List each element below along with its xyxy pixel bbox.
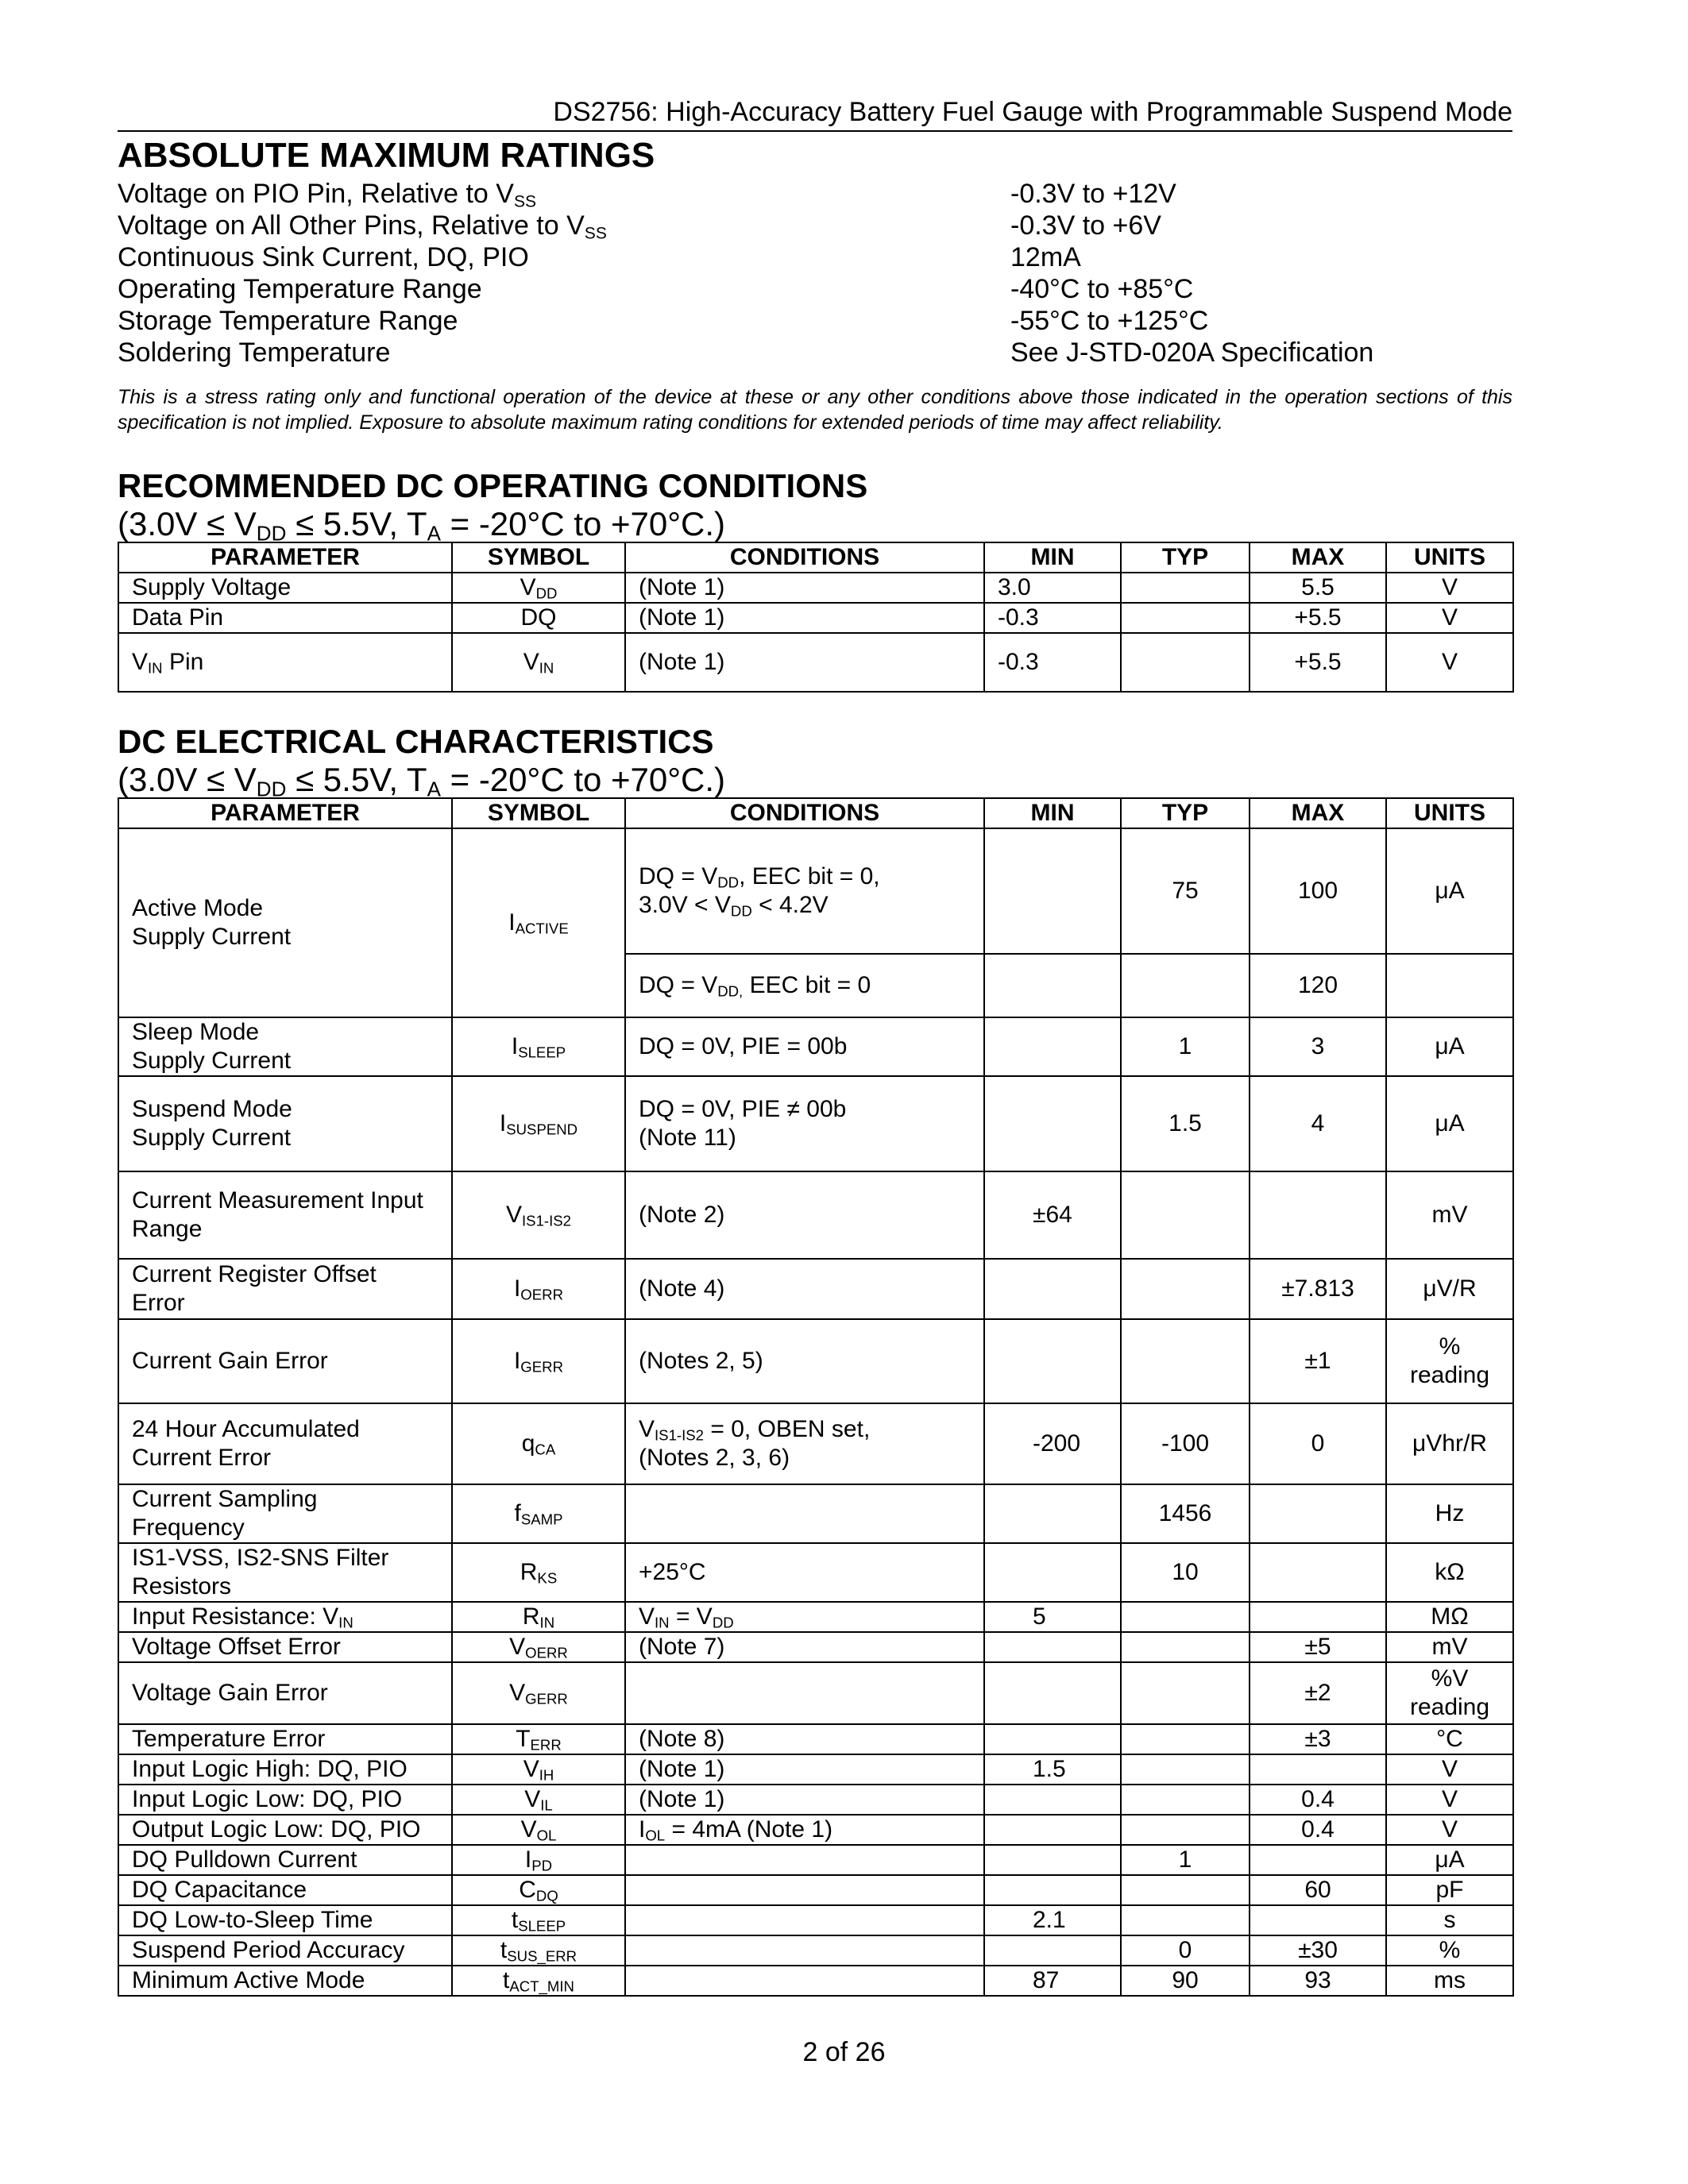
typ-cell: [1121, 1875, 1250, 1905]
conditions-cell: (Note 4): [625, 1259, 984, 1319]
max-cell: 3: [1250, 1017, 1386, 1076]
subscript: SS: [584, 224, 607, 243]
subscript: SS: [513, 192, 537, 211]
min-cell: ±64: [984, 1171, 1121, 1259]
symbol-cell: $V_{IS1-IS2}$: [452, 1171, 625, 1259]
conditions-cell: (Note 1): [625, 1754, 984, 1785]
min-cell: [984, 1845, 1121, 1875]
symbol-cell: $V_{OL}$: [452, 1815, 625, 1845]
conditions-cell: [625, 1905, 984, 1935]
symbol-cell: $T_{ERR}$: [452, 1724, 625, 1754]
units-cell: mV: [1386, 1632, 1513, 1662]
min-cell: 3.0: [984, 573, 1121, 603]
rating-parameter: Soldering Temperature: [118, 338, 391, 368]
typ-cell: [1121, 1662, 1250, 1724]
min-cell: 1.5: [984, 1754, 1121, 1785]
table-row: [118, 1076, 1513, 1171]
typ-cell: 1456: [1121, 1484, 1250, 1543]
subscript: DD: [256, 521, 287, 546]
units-cell: V: [1386, 1815, 1513, 1845]
max-cell: ±5: [1250, 1632, 1386, 1662]
units-cell: % reading: [1386, 1319, 1513, 1403]
page-header: DS2756: High-Accuracy Battery Fuel Gauge with Programmable Suspend Mode: [118, 95, 1512, 132]
units-cell: μA: [1386, 1076, 1513, 1171]
min-cell: [984, 1632, 1121, 1662]
table-row: [118, 1171, 1513, 1259]
conditions-cell: DQ = 0V, PIE ≠ 00b (Note 11): [625, 1076, 984, 1171]
header-row: [118, 798, 1513, 828]
table-row: [118, 1543, 1513, 1602]
subscript: ACT_MIN: [509, 1978, 574, 1995]
col-header-symbol: SYMBOL: [452, 542, 625, 573]
symbol-cell: $I_{PD}$: [452, 1845, 625, 1875]
units-cell: mV: [1386, 1171, 1513, 1259]
rec-conditions: ($3.0V \le V_{DD} \le 5.5V$, $T_A = -20^\circ C$ to +70°C.): [118, 505, 726, 546]
col-header-parameter: PARAMETER: [118, 798, 452, 828]
max-cell: 93: [1250, 1966, 1386, 1996]
symbol-cell: DQ: [452, 603, 625, 633]
units-cell: ms: [1386, 1966, 1513, 1996]
max-cell: [1250, 1754, 1386, 1785]
subscript: DQ: [535, 1887, 558, 1904]
subscript: GERR: [525, 1690, 568, 1707]
rating-parameter: Voltage on All Other Pins, Relative to $V_{SS}$: [118, 210, 607, 243]
parameter-cell: Active Mode Supply Current: [118, 828, 452, 1017]
max-cell: [1250, 1484, 1386, 1543]
parameter-cell: Suspend Period Accuracy: [118, 1935, 452, 1966]
subscript: IN: [539, 1614, 555, 1631]
rating-value: 12mA: [1010, 242, 1081, 272]
parameter-cell: Sleep Mode Supply Current: [118, 1017, 452, 1076]
conditions-cell: $V_{IN} = V_{DD}$: [625, 1602, 984, 1632]
units-cell: pF: [1386, 1875, 1513, 1905]
subscript: GERR: [520, 1358, 564, 1376]
typ-cell: 0: [1121, 1935, 1250, 1966]
units-cell: V: [1386, 633, 1513, 692]
subscript: OERR: [520, 1286, 564, 1303]
table-row: [118, 573, 1513, 603]
typ-cell: [1121, 1319, 1250, 1403]
conditions-cell: (Note 1): [625, 633, 984, 692]
parameter-cell: Temperature Error: [118, 1724, 452, 1754]
parameter-cell: DQ Capacitance: [118, 1875, 452, 1905]
min-cell: [984, 828, 1121, 954]
conditions-cell: $V_{IS1-IS2} = 0$, OBEN set, (Notes 2, 3, 6): [625, 1403, 984, 1484]
subscript: IN: [338, 1614, 353, 1631]
typ-cell: 1.5: [1121, 1076, 1250, 1171]
subscript: DD: [256, 777, 287, 801]
conditions-cell: [625, 1845, 984, 1875]
table-row: [118, 1966, 1513, 1996]
table-row: [118, 633, 1513, 692]
table-row: [118, 603, 1513, 633]
symbol-cell: $t_{ACT\_MIN}$: [452, 1966, 625, 1996]
rating-value: -0.3V to +6V: [1010, 210, 1161, 241]
max-cell: ±1: [1250, 1319, 1386, 1403]
conditions-cell: (Note 2): [625, 1171, 984, 1259]
parameter-cell: Data Pin: [118, 603, 452, 633]
typ-cell: 75: [1121, 828, 1250, 954]
min-cell: [984, 954, 1121, 1017]
typ-cell: [1121, 1754, 1250, 1785]
parameter-cell: 24 Hour Accumulated Current Error: [118, 1403, 452, 1484]
units-cell: [1386, 954, 1513, 1017]
conditions-cell: (Notes 2, 5): [625, 1319, 984, 1403]
parameter-cell: Input Resistance: $V_{IN}$: [118, 1602, 452, 1632]
min-cell: [984, 1076, 1121, 1171]
max-cell: 100: [1250, 828, 1386, 954]
units-cell: MΩ: [1386, 1602, 1513, 1632]
parameter-cell: Current Gain Error: [118, 1319, 452, 1403]
max-cell: ±2: [1250, 1662, 1386, 1724]
parameter-cell: Current Measurement Input Range: [118, 1171, 452, 1259]
subscript: OL: [645, 1827, 666, 1844]
typ-cell: [1121, 1724, 1250, 1754]
units-cell: s: [1386, 1905, 1513, 1935]
col-header-min: MIN: [984, 798, 1121, 828]
units-cell: μA: [1386, 1845, 1513, 1875]
max-cell: 0.4: [1250, 1785, 1386, 1815]
conditions-cell: [625, 1875, 984, 1905]
units-cell: μV/R: [1386, 1259, 1513, 1319]
units-cell: %: [1386, 1935, 1513, 1966]
min-cell: [984, 1017, 1121, 1076]
col-header-parameter: PARAMETER: [118, 542, 452, 573]
units-cell: kΩ: [1386, 1543, 1513, 1602]
subscript: SUS_ERR: [507, 1947, 577, 1965]
subscript: OERR: [525, 1644, 568, 1661]
dc-title: DC ELECTRICAL CHARACTERISTICS: [118, 723, 714, 760]
typ-cell: 1: [1121, 1845, 1250, 1875]
col-header-max: MAX: [1250, 798, 1386, 828]
min-cell: [984, 1662, 1121, 1724]
typ-cell: -100: [1121, 1403, 1250, 1484]
max-cell: 60: [1250, 1875, 1386, 1905]
conditions-cell: [625, 1966, 984, 1996]
symbol-cell: $I_{SUSPEND}$: [452, 1076, 625, 1171]
parameter-cell: IS1-VSS, IS2-SNS Filter Resistors: [118, 1543, 452, 1602]
rating-row: [118, 337, 1512, 369]
min-cell: 87: [984, 1966, 1121, 1996]
dc-table: [118, 797, 1514, 1997]
table-row: [118, 1017, 1513, 1076]
rating-parameter: Operating Temperature Range: [118, 274, 482, 304]
subscript: CA: [535, 1441, 556, 1458]
symbol-cell: $f_{SAMP}$: [452, 1484, 625, 1543]
subscript: IN: [148, 659, 163, 677]
max-cell: [1250, 1602, 1386, 1632]
conditions-cell: [625, 1935, 984, 1966]
min-cell: -0.3: [984, 633, 1121, 692]
symbol-cell: $V_{DD}$: [452, 573, 625, 603]
conditions-cell: [625, 1484, 984, 1543]
max-cell: ±3: [1250, 1724, 1386, 1754]
subscript: IS1-IS2: [655, 1426, 705, 1444]
symbol-cell: $V_{OERR}$: [452, 1632, 625, 1662]
parameter-cell: DQ Low-to-Sleep Time: [118, 1905, 452, 1935]
table-row: [118, 1484, 1513, 1543]
subscript: SAMP: [520, 1511, 563, 1528]
min-cell: [984, 1484, 1121, 1543]
subscript: IN: [655, 1614, 670, 1631]
rating-parameter: Voltage on PIO Pin, Relative to $V_{SS}$: [118, 179, 537, 211]
units-cell: μA: [1386, 1017, 1513, 1076]
conditions-cell: $I_{OL} = 4mA$ (Note 1): [625, 1815, 984, 1845]
col-header-max: MAX: [1250, 542, 1386, 573]
conditions-cell: (Note 1): [625, 603, 984, 633]
rating-row: [118, 178, 1512, 210]
table-row: [118, 1785, 1513, 1815]
min-cell: [984, 1875, 1121, 1905]
parameter-cell: DQ Pulldown Current: [118, 1845, 452, 1875]
max-cell: 0.4: [1250, 1815, 1386, 1845]
subscript: SLEEP: [518, 1044, 566, 1061]
rec-table: [118, 542, 1514, 693]
units-cell: V: [1386, 573, 1513, 603]
typ-cell: [1121, 954, 1250, 1017]
subscript: ERR: [530, 1736, 562, 1754]
min-cell: [984, 1259, 1121, 1319]
min-cell: 5: [984, 1602, 1121, 1632]
max-cell: [1250, 1905, 1386, 1935]
col-header-typ: TYP: [1121, 542, 1250, 573]
table-row: [118, 1754, 1513, 1785]
units-cell: V: [1386, 1754, 1513, 1785]
header-row: [118, 542, 1513, 573]
typ-cell: [1121, 1602, 1250, 1632]
conditions-cell: (Note 7): [625, 1632, 984, 1662]
rating-row: [118, 305, 1512, 337]
symbol-cell: $V_{IN}$: [452, 633, 625, 692]
table-row: [118, 1845, 1513, 1875]
max-cell: +5.5: [1250, 603, 1386, 633]
parameter-cell: $V_{IN}$ Pin: [118, 633, 452, 692]
max-cell: 5.5: [1250, 573, 1386, 603]
symbol-cell: $t_{SUS\_ERR}$: [452, 1935, 625, 1966]
typ-cell: [1121, 1632, 1250, 1662]
units-cell: °C: [1386, 1724, 1513, 1754]
col-header-conditions: CONDITIONS: [625, 798, 984, 828]
subscript: OL: [536, 1827, 557, 1844]
parameter-cell: Voltage Offset Error: [118, 1632, 452, 1662]
units-cell: μVhr/R: [1386, 1403, 1513, 1484]
symbol-cell: $C_{DQ}$: [452, 1875, 625, 1905]
max-cell: +5.5: [1250, 633, 1386, 692]
table-row: [118, 1935, 1513, 1966]
table-row: [118, 1602, 1513, 1632]
symbol-cell: $q_{CA}$: [452, 1403, 625, 1484]
subscript: ACTIVE: [515, 920, 569, 937]
datasheet-page: [118, 95, 1512, 1997]
units-cell: Hz: [1386, 1484, 1513, 1543]
max-cell: [1250, 1845, 1386, 1875]
table-row: [118, 1259, 1513, 1319]
max-cell: 120: [1250, 954, 1386, 1017]
parameter-cell: Suspend Mode Supply Current: [118, 1076, 452, 1171]
rating-value: -40°C to +85°C: [1010, 274, 1194, 304]
parameter-cell: Current Register Offset Error: [118, 1259, 452, 1319]
min-cell: -200: [984, 1403, 1121, 1484]
typ-cell: 90: [1121, 1966, 1250, 1996]
max-cell: 0: [1250, 1403, 1386, 1484]
typ-cell: [1121, 1785, 1250, 1815]
max-cell: ±7.813: [1250, 1259, 1386, 1319]
table-row: [118, 1319, 1513, 1403]
parameter-cell: Minimum Active Mode: [118, 1966, 452, 1996]
conditions-cell: +25°C: [625, 1543, 984, 1602]
dc-conditions: ($3.0V \le V_{DD} \le 5.5V$, $T_A = -20^\circ C$ to +70°C.): [118, 761, 726, 801]
typ-cell: [1121, 1905, 1250, 1935]
symbol-cell: $V_{IH}$: [452, 1754, 625, 1785]
rating-value: -0.3V to +12V: [1010, 179, 1176, 209]
parameter-cell: Voltage Gain Error: [118, 1662, 452, 1724]
col-header-typ: TYP: [1121, 798, 1250, 828]
units-cell: V: [1386, 603, 1513, 633]
min-cell: -0.3: [984, 603, 1121, 633]
max-cell: ±30: [1250, 1935, 1386, 1966]
subscript: KS: [537, 1569, 558, 1587]
col-header-units: UNITS: [1386, 542, 1513, 573]
subscript: IS1-IS2: [522, 1212, 572, 1229]
typ-cell: [1121, 633, 1250, 692]
min-cell: [984, 1815, 1121, 1845]
subscript: SUSPEND: [506, 1121, 578, 1138]
symbol-cell: $V_{IL}$: [452, 1785, 625, 1815]
min-cell: [984, 1319, 1121, 1403]
rating-value: -55°C to +125°C: [1010, 306, 1209, 336]
subscript: A: [427, 777, 441, 801]
table-row: [118, 828, 1513, 954]
col-header-symbol: SYMBOL: [452, 798, 625, 828]
conditions-cell: DQ = $V_{DD}$, EEC bit = 0, $3.0V < V_{DD} < 4.2V$: [625, 828, 984, 954]
subscript: IH: [539, 1766, 554, 1784]
units-cell: μA: [1386, 828, 1513, 954]
col-header-conditions: CONDITIONS: [625, 542, 984, 573]
symbol-cell: $t_{SLEEP}$: [452, 1905, 625, 1935]
units-cell: %V reading: [1386, 1662, 1513, 1724]
subscript: IN: [539, 659, 554, 677]
parameter-cell: Input Logic High: DQ, PIO: [118, 1754, 452, 1785]
abs-max-title: ABSOLUTE MAXIMUM RATINGS: [118, 136, 655, 175]
subscript: A: [427, 521, 441, 546]
table-row: [118, 1662, 1513, 1724]
symbol-cell: $I_{OERR}$: [452, 1259, 625, 1319]
symbol-cell: $R_{IN}$: [452, 1602, 625, 1632]
typ-cell: 10: [1121, 1543, 1250, 1602]
rating-parameter: Storage Temperature Range: [118, 306, 458, 336]
rating-value: See J-STD-020A Specification: [1010, 338, 1374, 368]
page-number: 2 of 26: [802, 2037, 886, 2067]
rating-row: [118, 241, 1512, 273]
symbol-cell: $I_{SLEEP}$: [452, 1017, 625, 1076]
parameter-cell: Input Logic Low: DQ, PIO: [118, 1785, 452, 1815]
rating-row: [118, 273, 1512, 305]
table-row: [118, 1815, 1513, 1845]
table-row: [118, 1632, 1513, 1662]
parameter-cell: Output Logic Low: DQ, PIO: [118, 1815, 452, 1845]
max-cell: [1250, 1171, 1386, 1259]
conditions-cell: (Note 1): [625, 1785, 984, 1815]
min-cell: [984, 1785, 1121, 1815]
symbol-cell: $V_{GERR}$: [452, 1662, 625, 1724]
rating-parameter: Continuous Sink Current, DQ, PIO: [118, 242, 529, 272]
conditions-cell: DQ = 0V, PIE = 00b: [625, 1017, 984, 1076]
typ-cell: [1121, 1815, 1250, 1845]
typ-cell: 1: [1121, 1017, 1250, 1076]
subscript: DD: [712, 1614, 734, 1631]
units-cell: V: [1386, 1785, 1513, 1815]
typ-cell: [1121, 1171, 1250, 1259]
symbol-cell: $I_{GERR}$: [452, 1319, 625, 1403]
min-cell: [984, 1543, 1121, 1602]
subscript: DD: [535, 585, 558, 602]
table-row: [118, 1875, 1513, 1905]
table-row: [118, 1403, 1513, 1484]
subscript: IL: [540, 1796, 553, 1814]
max-cell: [1250, 1543, 1386, 1602]
subscript: SLEEP: [518, 1917, 566, 1935]
parameter-cell: Supply Voltage: [118, 573, 452, 603]
conditions-cell: [625, 1662, 984, 1724]
table-row: [118, 1724, 1513, 1754]
subscript: PD: [531, 1857, 553, 1874]
rating-row: [118, 210, 1512, 241]
subscript: DD: [717, 874, 740, 891]
col-header-units: UNITS: [1386, 798, 1513, 828]
col-header-min: MIN: [984, 542, 1121, 573]
typ-cell: [1121, 1259, 1250, 1319]
min-cell: 2.1: [984, 1905, 1121, 1935]
subscript: DD: [730, 902, 752, 920]
abs-max-note: This is a stress rating only and functional operation of the device at these or any other conditions above those indicated in the operation sections of this specification is not implied. Exposure to absolute maximum rating conditions for extended periods of time may affect reliability.: [118, 386, 1512, 434]
parameter-cell: Current Sampling Frequency: [118, 1484, 452, 1543]
symbol-cell: $I_{ACTIVE}$: [452, 828, 625, 1017]
rec-title: RECOMMENDED DC OPERATING CONDITIONS: [118, 467, 868, 504]
table-row: [118, 1905, 1513, 1935]
conditions-cell: (Note 8): [625, 1724, 984, 1754]
typ-cell: [1121, 603, 1250, 633]
conditions-cell: DQ = $V_{DD,}$ EEC bit = 0: [625, 954, 984, 1017]
typ-cell: [1121, 573, 1250, 603]
min-cell: [984, 1724, 1121, 1754]
symbol-cell: $R_{KS}$: [452, 1543, 625, 1602]
min-cell: [984, 1935, 1121, 1966]
conditions-cell: (Note 1): [625, 573, 984, 603]
max-cell: 4: [1250, 1076, 1386, 1171]
subscript: DD,: [717, 982, 744, 1000]
abs-max-list: [118, 178, 1512, 369]
